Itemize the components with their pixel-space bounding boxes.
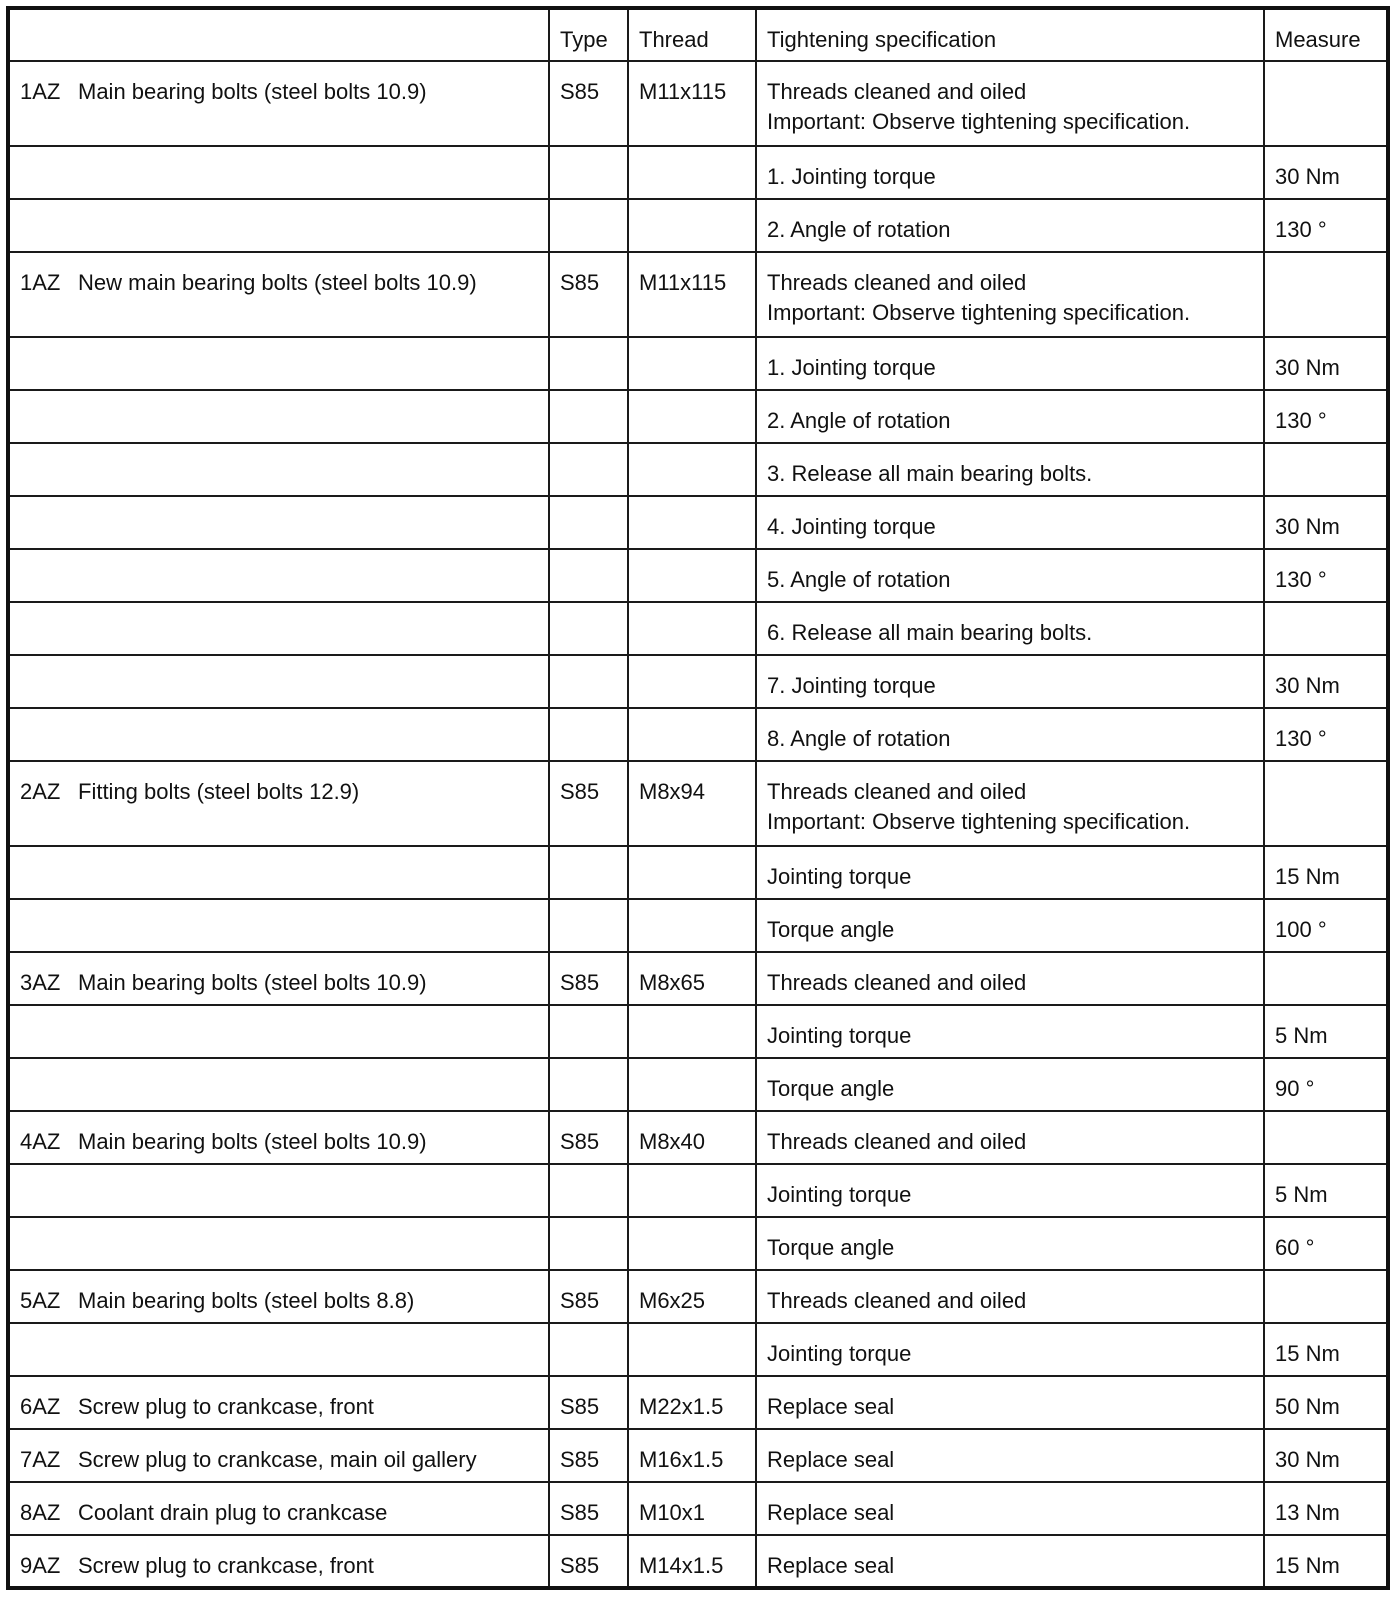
spec-line: 8. Angle of rotation: [767, 726, 951, 751]
cell-thread: [628, 146, 756, 199]
cell-spec: [756, 708, 1264, 761]
table-row: [8, 146, 1388, 199]
cell-thread: [628, 549, 756, 602]
cell-type: [549, 602, 628, 655]
cell-thread: [628, 602, 756, 655]
cell-spec: [756, 337, 1264, 390]
cell-thread: [628, 496, 756, 549]
cell-spec: [756, 1217, 1264, 1270]
cell-spec: [756, 443, 1264, 496]
cell-item: [8, 390, 549, 443]
cell-spec: [756, 899, 1264, 952]
cell-type: S85: [549, 1376, 628, 1429]
cell-measure: 90 °: [1264, 1058, 1388, 1111]
cell-item: [8, 1217, 549, 1270]
cell-spec: [756, 1270, 1264, 1323]
table-row: [8, 1535, 1388, 1588]
cell-item: [8, 252, 549, 337]
table-row: [8, 1270, 1388, 1323]
table-row: [8, 846, 1388, 899]
table-row: [8, 1323, 1388, 1376]
cell-thread: [628, 337, 756, 390]
item-description: Screw plug to crankcase, front: [78, 1553, 374, 1578]
header-thread: Thread: [628, 8, 756, 61]
cell-thread: M6x25: [628, 1270, 756, 1323]
cell-type: [549, 146, 628, 199]
cell-thread: [628, 443, 756, 496]
table-row: [8, 952, 1388, 1005]
cell-measure: [1264, 952, 1388, 1005]
item-code: 2AZ: [20, 779, 61, 804]
cell-thread: [628, 1217, 756, 1270]
table-row: [8, 337, 1388, 390]
cell-type: [549, 1164, 628, 1217]
cell-spec: [756, 1429, 1264, 1482]
cell-item: [8, 899, 549, 952]
table-row: [8, 496, 1388, 549]
cell-item: [8, 602, 549, 655]
cell-thread: [628, 1058, 756, 1111]
cell-item: [8, 61, 549, 146]
cell-type: S85: [549, 1111, 628, 1164]
header-spec: Tightening specification: [756, 8, 1264, 61]
spec-line: 3. Release all main bearing bolts.: [767, 461, 1093, 486]
spec-line: Replace seal: [767, 1500, 895, 1525]
cell-thread: [628, 846, 756, 899]
item-code: 8AZ: [20, 1500, 61, 1525]
cell-item: [8, 199, 549, 252]
cell-thread: [628, 655, 756, 708]
cell-item: [8, 1270, 549, 1323]
spec-line: Jointing torque: [767, 864, 912, 889]
cell-type: [549, 549, 628, 602]
cell-spec: [756, 1376, 1264, 1429]
spec-note: Important: Observe tightening specification.: [767, 300, 1191, 325]
spec-line: Jointing torque: [767, 1341, 912, 1366]
item-description: Main bearing bolts (steel bolts 8.8): [78, 1288, 415, 1313]
table-row: [8, 1482, 1388, 1535]
cell-item: [8, 952, 549, 1005]
spec-line: Threads cleaned and oiled: [767, 970, 1027, 995]
cell-spec: [756, 1323, 1264, 1376]
spec-line: Threads cleaned and oiled: [767, 79, 1027, 104]
cell-measure: 15 Nm: [1264, 1535, 1388, 1588]
cell-type: [549, 390, 628, 443]
item-code: 9AZ: [20, 1553, 61, 1578]
cell-measure: 30 Nm: [1264, 1429, 1388, 1482]
cell-type: [549, 899, 628, 952]
cell-item: [8, 496, 549, 549]
cell-thread: [628, 199, 756, 252]
spec-line: Threads cleaned and oiled: [767, 779, 1027, 804]
table-row: [8, 1058, 1388, 1111]
cell-type: S85: [549, 1429, 628, 1482]
table-row: [8, 252, 1388, 337]
cell-item: [8, 1111, 549, 1164]
cell-measure: 15 Nm: [1264, 846, 1388, 899]
cell-item: [8, 761, 549, 846]
cell-measure: 30 Nm: [1264, 337, 1388, 390]
cell-thread: [628, 1164, 756, 1217]
cell-type: [549, 1058, 628, 1111]
spec-note: Important: Observe tightening specification.: [767, 809, 1191, 834]
cell-thread: M8x40: [628, 1111, 756, 1164]
spec-line: Torque angle: [767, 1235, 895, 1260]
spec-line: 2. Angle of rotation: [767, 408, 951, 433]
spec-line: 7. Jointing torque: [767, 673, 936, 698]
cell-item: [8, 1535, 549, 1588]
table-row: [8, 549, 1388, 602]
cell-item: [8, 1323, 549, 1376]
item-code: 6AZ: [20, 1394, 61, 1419]
item-description: Main bearing bolts (steel bolts 10.9): [78, 970, 427, 995]
cell-thread: M10x1: [628, 1482, 756, 1535]
table-row: [8, 899, 1388, 952]
cell-measure: 50 Nm: [1264, 1376, 1388, 1429]
cell-measure: [1264, 761, 1388, 846]
cell-thread: M8x65: [628, 952, 756, 1005]
spec-line: 1. Jointing torque: [767, 164, 936, 189]
table-row: [8, 1164, 1388, 1217]
item-description: Fitting bolts (steel bolts 12.9): [78, 779, 360, 804]
table-row: [8, 1376, 1388, 1429]
cell-thread: [628, 1323, 756, 1376]
table-row: [8, 443, 1388, 496]
cell-item: [8, 1429, 549, 1482]
item-code: 7AZ: [20, 1447, 61, 1472]
cell-spec: [756, 761, 1264, 846]
spec-line: 1. Jointing torque: [767, 355, 936, 380]
cell-type: [549, 496, 628, 549]
spec-line: 2. Angle of rotation: [767, 217, 951, 242]
cell-measure: 30 Nm: [1264, 496, 1388, 549]
cell-type: [549, 655, 628, 708]
item-code: 4AZ: [20, 1129, 61, 1154]
table-row: [8, 61, 1388, 146]
table-row: [8, 1111, 1388, 1164]
table-row: [8, 1217, 1388, 1270]
table-row: [8, 199, 1388, 252]
spec-line: 6. Release all main bearing bolts.: [767, 620, 1093, 645]
table-body: [8, 61, 1388, 1588]
item-description: Coolant drain plug to crankcase: [78, 1500, 388, 1525]
spec-line: Threads cleaned and oiled: [767, 1129, 1027, 1154]
cell-thread: [628, 899, 756, 952]
item-description: Screw plug to crankcase, front: [78, 1394, 374, 1419]
cell-measure: [1264, 252, 1388, 337]
spec-line: Jointing torque: [767, 1182, 912, 1207]
cell-type: S85: [549, 1270, 628, 1323]
cell-spec: [756, 1482, 1264, 1535]
cell-thread: [628, 390, 756, 443]
cell-item: [8, 655, 549, 708]
cell-thread: [628, 708, 756, 761]
cell-type: S85: [549, 761, 628, 846]
item-description: Main bearing bolts (steel bolts 10.9): [78, 79, 427, 104]
spec-line: Torque angle: [767, 917, 895, 942]
cell-type: [549, 1005, 628, 1058]
cell-spec: [756, 496, 1264, 549]
cell-measure: 130 °: [1264, 708, 1388, 761]
cell-spec: [756, 1535, 1264, 1588]
cell-type: [549, 199, 628, 252]
tightening-table: [6, 6, 1390, 1590]
table-row: [8, 602, 1388, 655]
cell-spec: [756, 655, 1264, 708]
spec-line: 5. Angle of rotation: [767, 567, 951, 592]
cell-measure: 130 °: [1264, 549, 1388, 602]
table-row: [8, 761, 1388, 846]
table-row: [8, 708, 1388, 761]
table-row: [8, 390, 1388, 443]
cell-spec: [756, 146, 1264, 199]
cell-item: [8, 337, 549, 390]
cell-thread: M11x115: [628, 61, 756, 146]
cell-item: [8, 1376, 549, 1429]
cell-measure: [1264, 1270, 1388, 1323]
table-row: [8, 1429, 1388, 1482]
cell-type: [549, 708, 628, 761]
cell-spec: [756, 199, 1264, 252]
spec-line: Threads cleaned and oiled: [767, 1288, 1027, 1313]
cell-measure: 13 Nm: [1264, 1482, 1388, 1535]
item-code: 1AZ: [20, 79, 61, 104]
header-type: Type: [549, 8, 628, 61]
item-code: 3AZ: [20, 970, 61, 995]
cell-measure: [1264, 61, 1388, 146]
cell-type: [549, 846, 628, 899]
cell-spec: [756, 1005, 1264, 1058]
table-row: [8, 655, 1388, 708]
header-measure: Measure: [1264, 8, 1388, 61]
cell-thread: [628, 1005, 756, 1058]
cell-item: [8, 1058, 549, 1111]
cell-measure: 5 Nm: [1264, 1164, 1388, 1217]
spec-line: Torque angle: [767, 1076, 895, 1101]
item-description: Main bearing bolts (steel bolts 10.9): [78, 1129, 427, 1154]
spec-line: Jointing torque: [767, 1023, 912, 1048]
table-row: [8, 1005, 1388, 1058]
cell-spec: [756, 61, 1264, 146]
cell-measure: [1264, 602, 1388, 655]
cell-measure: 15 Nm: [1264, 1323, 1388, 1376]
cell-spec: [756, 1058, 1264, 1111]
cell-measure: [1264, 443, 1388, 496]
cell-measure: 5 Nm: [1264, 1005, 1388, 1058]
cell-spec: [756, 549, 1264, 602]
cell-measure: [1264, 1111, 1388, 1164]
spec-note: Important: Observe tightening specification.: [767, 109, 1191, 134]
cell-measure: 100 °: [1264, 899, 1388, 952]
cell-spec: [756, 1111, 1264, 1164]
cell-spec: [756, 1164, 1264, 1217]
cell-item: [8, 1482, 549, 1535]
cell-type: [549, 443, 628, 496]
cell-item: [8, 1164, 549, 1217]
item-code: 1AZ: [20, 270, 61, 295]
cell-spec: [756, 252, 1264, 337]
header-item: [8, 8, 549, 61]
cell-measure: 30 Nm: [1264, 146, 1388, 199]
cell-measure: 130 °: [1264, 390, 1388, 443]
cell-spec: [756, 846, 1264, 899]
cell-thread: M22x1.5: [628, 1376, 756, 1429]
spec-line: Replace seal: [767, 1394, 895, 1419]
spec-line: Threads cleaned and oiled: [767, 270, 1027, 295]
cell-measure: 30 Nm: [1264, 655, 1388, 708]
cell-spec: [756, 390, 1264, 443]
cell-item: [8, 443, 549, 496]
item-code: 5AZ: [20, 1288, 61, 1313]
cell-measure: 130 °: [1264, 199, 1388, 252]
torque-spec-page: [6, 6, 1386, 1590]
cell-type: [549, 337, 628, 390]
spec-line: Replace seal: [767, 1553, 895, 1578]
cell-spec: [756, 952, 1264, 1005]
cell-type: [549, 1323, 628, 1376]
cell-type: S85: [549, 61, 628, 146]
cell-thread: M14x1.5: [628, 1535, 756, 1588]
cell-item: [8, 549, 549, 602]
item-description: New main bearing bolts (steel bolts 10.9): [78, 270, 477, 295]
cell-type: [549, 1217, 628, 1270]
cell-type: S85: [549, 1482, 628, 1535]
cell-type: S85: [549, 1535, 628, 1588]
cell-item: [8, 846, 549, 899]
cell-measure: 60 °: [1264, 1217, 1388, 1270]
cell-item: [8, 146, 549, 199]
header-row: [8, 8, 1388, 61]
spec-line: 4. Jointing torque: [767, 514, 936, 539]
cell-item: [8, 708, 549, 761]
item-description: Screw plug to crankcase, main oil gallery: [78, 1447, 477, 1472]
spec-line: Replace seal: [767, 1447, 895, 1472]
cell-thread: M11x115: [628, 252, 756, 337]
cell-item: [8, 1005, 549, 1058]
cell-type: S85: [549, 252, 628, 337]
cell-type: S85: [549, 952, 628, 1005]
cell-thread: M16x1.5: [628, 1429, 756, 1482]
cell-thread: M8x94: [628, 761, 756, 846]
cell-spec: [756, 602, 1264, 655]
